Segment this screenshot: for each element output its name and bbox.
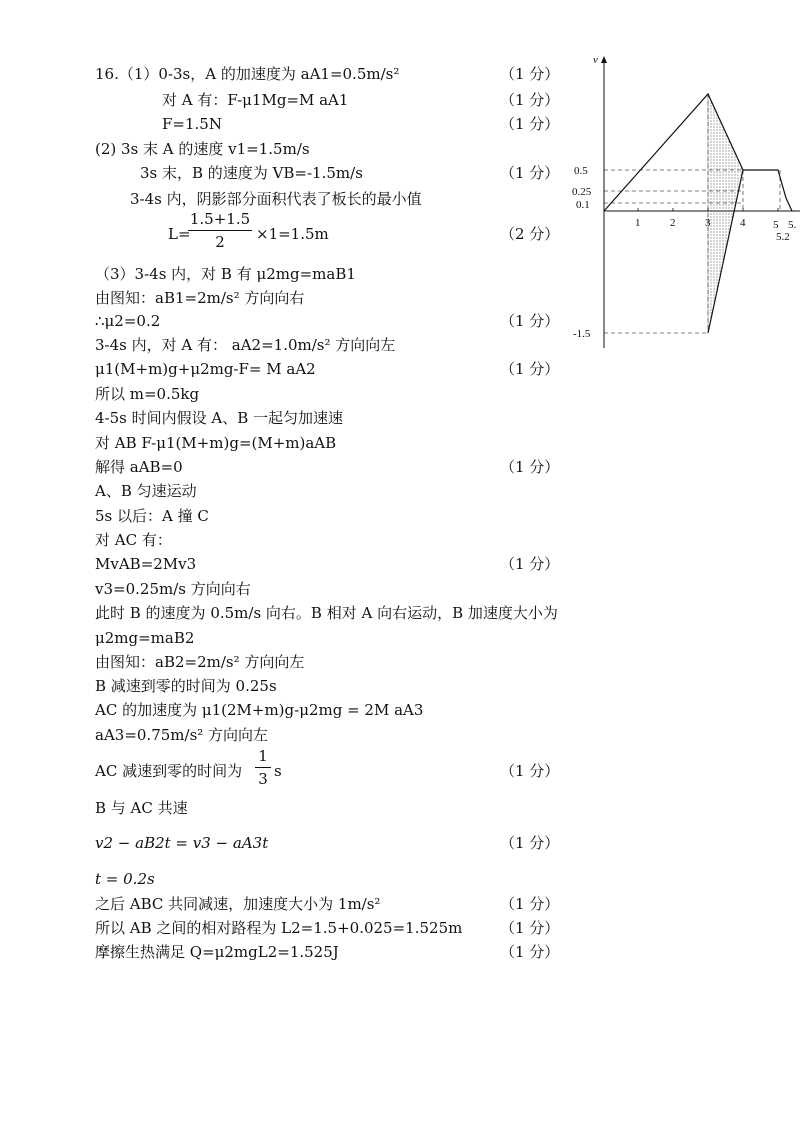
answer-line: 所以 AB 之间的相对路程为 L2=1.5+0.025=1.525m [95, 919, 463, 937]
answer-line: B 减速到零的时间为 0.25s [95, 677, 277, 695]
answer-line: 5s 以后：A 撞 C [95, 507, 209, 525]
score-label: （1 分） [500, 762, 560, 780]
y-tick-label: 0.1 [576, 199, 590, 211]
score-label: （1 分） [500, 65, 560, 83]
shaded-area [708, 94, 743, 333]
answer-line: 此时 B 的速度为 0.5m/s 向右。B 相对 A 向右运动，B 加速度大小为 [95, 604, 558, 622]
y-axis-arrow [601, 56, 607, 63]
answer-line: 由图知：aB1=2m/s² 方向向右 [95, 289, 305, 307]
answer-line: 对 AB F-μ1(M+m)g=(M+m)aAB [95, 434, 337, 452]
axis-label-v: v [593, 54, 598, 66]
answer-line: （3）3-4s 内，对 B 有 μ2mg=maB1 [95, 265, 356, 283]
answer-line: 4-5s 时间内假设 A、B 一起匀加速速 [95, 409, 344, 427]
score-label: （1 分） [500, 943, 560, 961]
answer-line: ∴μ2=0.2 [95, 312, 161, 330]
answer-line: 之后 ABC 共同减速，加速度大小为 1m/s² [95, 895, 381, 913]
answer-line: v2 − aB2t = v3 − aA3t [95, 834, 269, 852]
x-tick-label: 2 [670, 217, 676, 229]
score-label: （1 分） [500, 895, 560, 913]
score-label: （2 分） [500, 225, 560, 243]
answer-line: v3=0.25m/s 方向向右 [95, 580, 251, 598]
answer-line: B 与 AC 共速 [95, 799, 188, 817]
answer-line: 16.（1）0-3s，A 的加速度为 aA1=0.5m/s² [95, 65, 400, 83]
y-tick-label: -1.5 [573, 328, 591, 340]
x-tick-label: 5. [788, 219, 797, 231]
answer-line: 3s 末，B 的速度为 VB=-1.5m/s [140, 164, 363, 182]
answer-line: F=1.5N [162, 115, 222, 133]
x-tick-label: 4 [740, 217, 746, 229]
answer-line: μ2mg=maB2 [95, 629, 195, 647]
score-label: （1 分） [500, 115, 560, 133]
x-tick-label: 5 [773, 219, 779, 231]
answer-line: 由图知：aB2=2m/s² 方向向左 [95, 653, 305, 671]
score-label: （1 分） [500, 91, 560, 109]
answer-line: (2) 3s 末 A 的速度 v1=1.5m/s [95, 140, 310, 158]
x-tick-label: 3 [705, 217, 711, 229]
answer-line: 摩擦生热满足 Q=μ2mgL2=1.525J [95, 943, 339, 961]
y-tick-label: 0.25 [572, 186, 592, 198]
answer-line: 3-4s 内，对 A 有： aA2=1.0m/s² 方向向左 [95, 336, 396, 354]
answer-line: 对 A 有：F-μ1Mg=M aA1 [162, 91, 349, 109]
fraction-denominator: 2 [215, 233, 225, 251]
answer-line: aA3=0.75m/s² 方向向左 [95, 726, 269, 744]
score-label: （1 分） [500, 360, 560, 378]
x-tick-label: 1 [635, 217, 641, 229]
velocity-time-graph [560, 48, 800, 348]
answer-line: AC 减速到零的时间为 [95, 762, 243, 780]
fraction-bar [188, 230, 252, 231]
answer-line: L= [168, 225, 191, 243]
answer-line: 所以 m=0.5kg [95, 385, 200, 403]
score-label: （1 分） [500, 312, 560, 330]
score-label: （1 分） [500, 919, 560, 937]
fraction-numerator: 1 [258, 747, 268, 765]
score-label: （1 分） [500, 834, 560, 852]
score-label: （1 分） [500, 555, 560, 573]
answer-line: AC 的加速度为 μ1(2M+m)g-μ2mg = 2M aA3 [95, 701, 424, 719]
fraction-L [188, 210, 252, 251]
fraction-numerator: 1.5+1.5 [189, 210, 251, 228]
answer-line: 3-4s 内，阴影部分面积代表了板长的最小值 [130, 190, 422, 208]
score-label: （1 分） [500, 458, 560, 476]
answer-line: μ1(M+m)g+μ2mg-F= M aA2 [95, 360, 316, 378]
fraction-denominator: 3 [258, 770, 268, 788]
answer-line: 解得 aAB=0 [95, 458, 183, 476]
fraction-bar [255, 767, 271, 768]
answer-line: MvAB=2Mv3 [95, 555, 197, 573]
answer-line: 对 AC 有： [95, 531, 172, 549]
answer-line: ×1=1.5m [256, 225, 329, 243]
y-tick-label: 0.5 [574, 165, 588, 177]
score-label: （1 分） [500, 164, 560, 182]
answer-line: A、B 匀速运动 [95, 482, 197, 500]
curve-board [604, 94, 792, 211]
answer-line: t = 0.2s [95, 870, 155, 888]
answer-line: s [274, 762, 282, 780]
fraction-t [255, 747, 271, 788]
x-tick-label: 5.2 [776, 231, 790, 243]
